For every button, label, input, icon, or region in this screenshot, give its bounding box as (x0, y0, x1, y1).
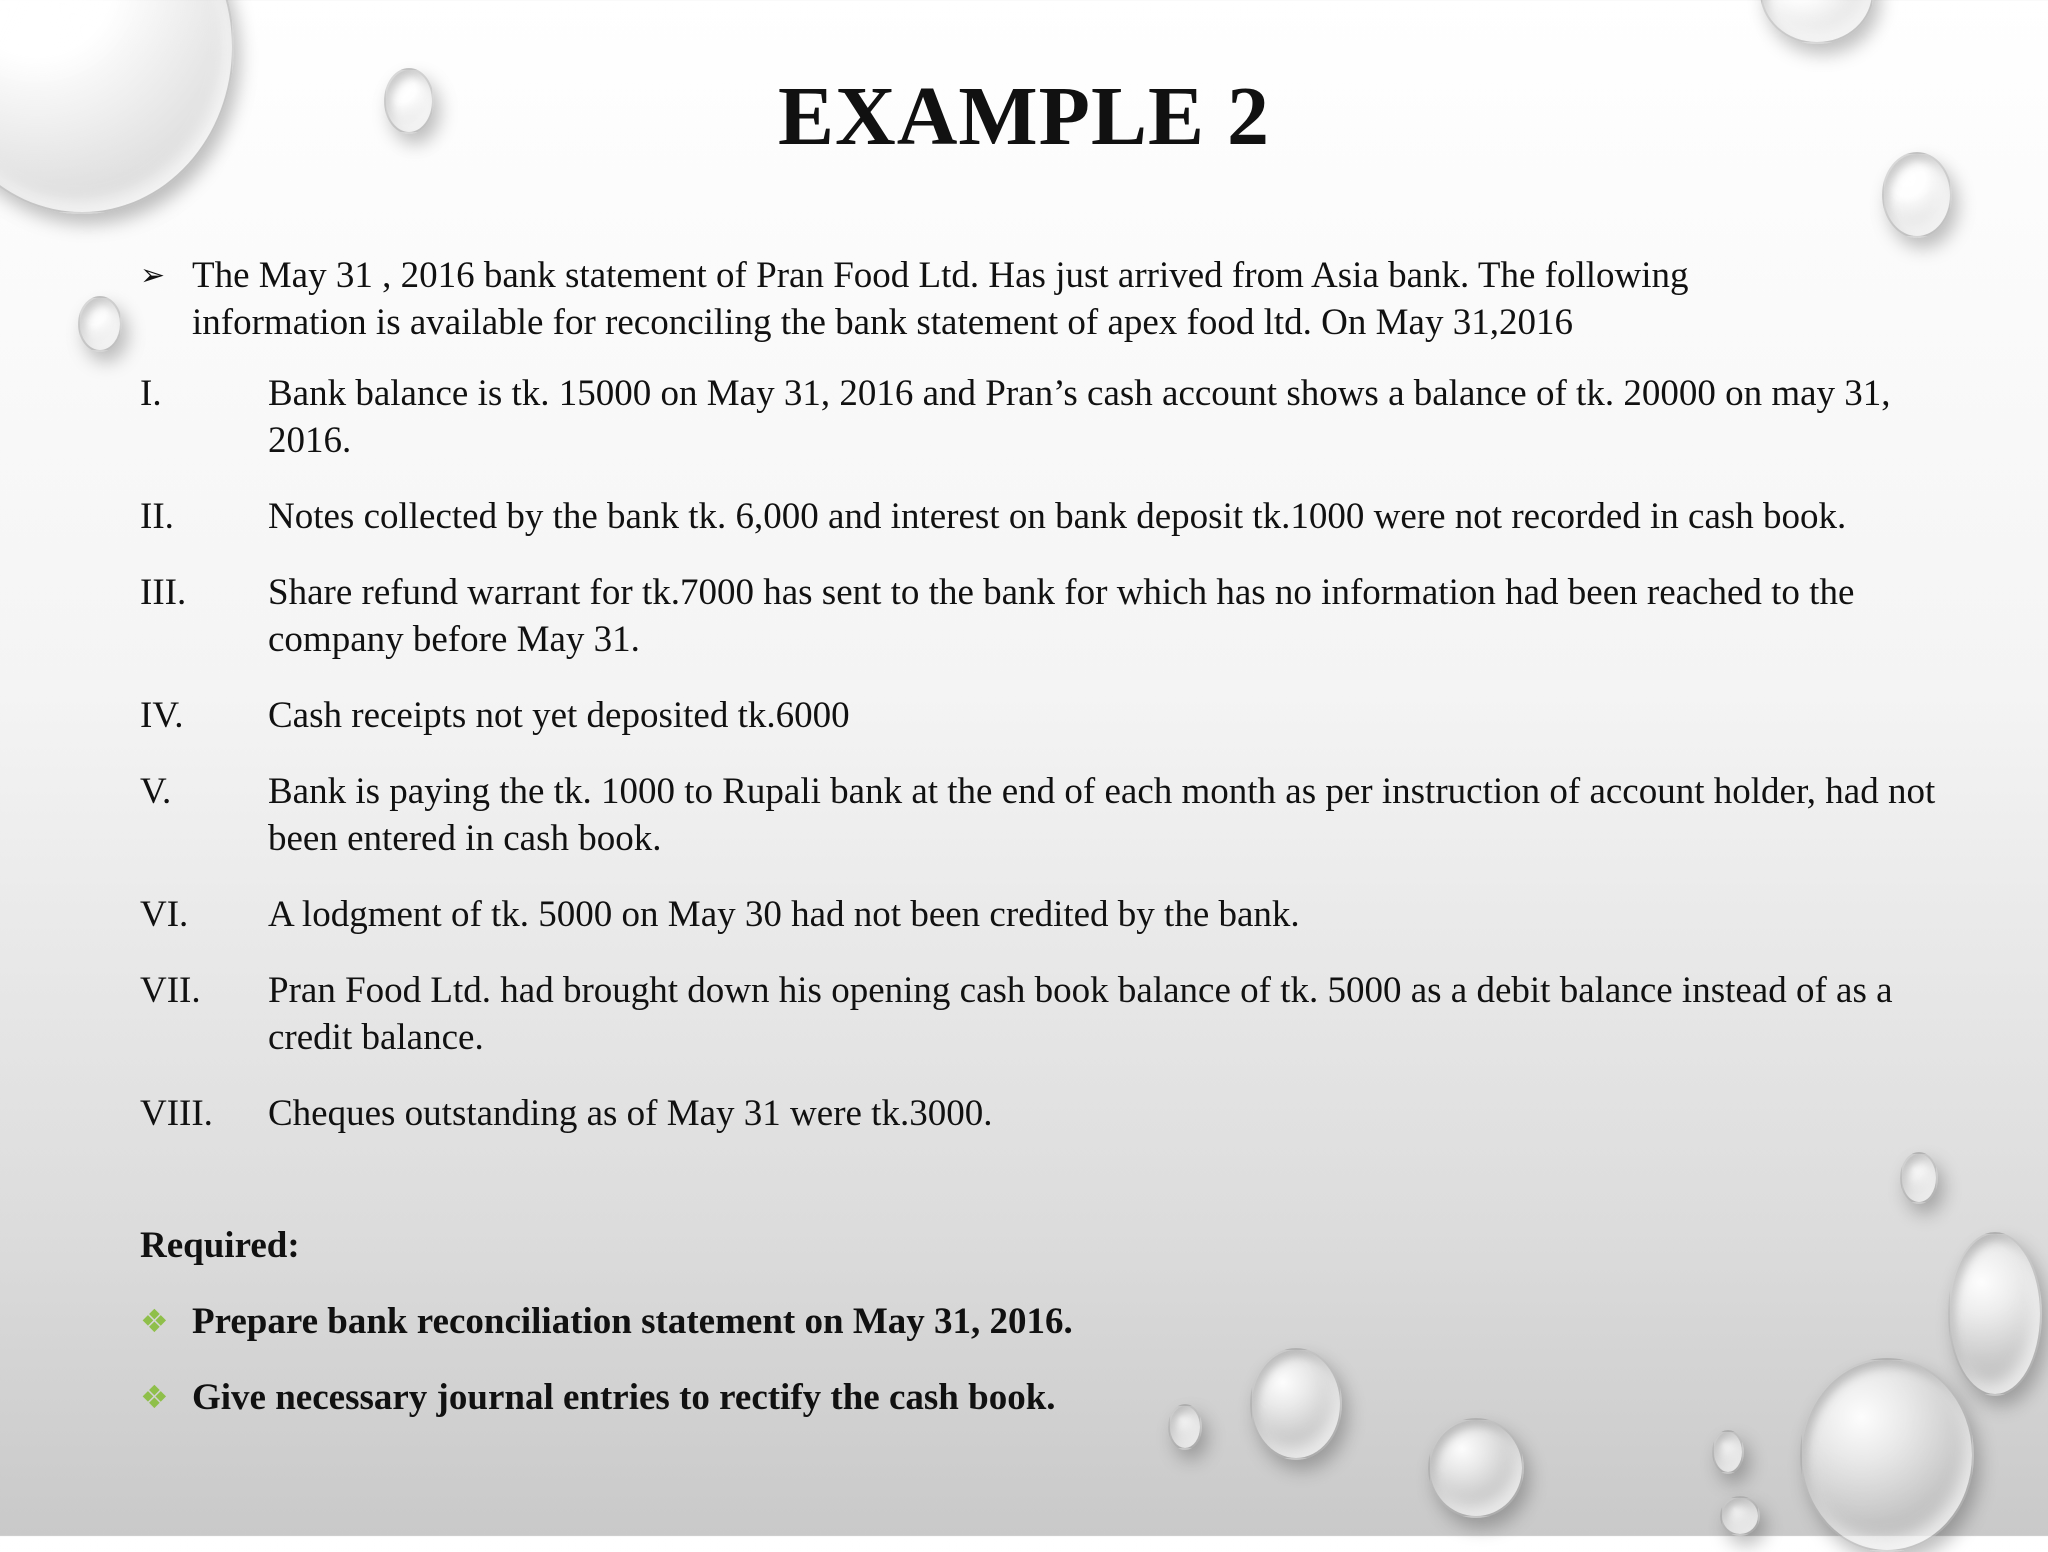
diamond-bullet-icon: ❖ (140, 1378, 169, 1416)
water-drop-decoration (1760, 0, 1874, 44)
diamond-bullet-icon: ❖ (140, 1302, 169, 1340)
list-item-number: III. (140, 572, 187, 613)
water-drop-decoration (1428, 1418, 1524, 1518)
intro-text: The May 31 , 2016 bank statement of Pran Food Ltd. Has just arrived from Asia bank. The following information is available for reconciling the bank statement of apex food ltd. On May 31,2016 (192, 255, 1689, 343)
water-drop-decoration (1948, 1232, 2042, 1396)
task-item (140, 1298, 1073, 1345)
list-item-text: A lodgment of tk. 5000 on May 30 had not been credited by the bank. (268, 894, 1300, 935)
list-item-number: VII. (140, 970, 201, 1011)
list-item-text: Notes collected by the bank tk. 6,000 and interest on bank deposit tk.1000 were not recorded in cash book. (268, 496, 1847, 537)
water-drop-decoration (1800, 1358, 1974, 1552)
list-item (140, 1090, 1950, 1137)
task-text: Prepare bank reconciliation statement on May 31, 2016. (192, 1301, 1073, 1342)
task-item (140, 1374, 1073, 1421)
list-item-text: Bank is paying the tk. 1000 to Rupali bank at the end of each month as per instruction of account holder, had not been entered in cash book. (268, 771, 1936, 859)
list-item-number: VIII. (140, 1093, 213, 1134)
required-heading: Required: (140, 1225, 300, 1266)
list-item-text: Cash receipts not yet deposited tk.6000 (268, 695, 850, 736)
list-item (140, 493, 1950, 540)
list-item-number: V. (140, 771, 172, 812)
list-item (140, 891, 1950, 938)
list-item-number: II. (140, 496, 174, 537)
list-item-number: I. (140, 373, 162, 414)
list-item (140, 967, 1950, 1061)
list-item (140, 768, 1950, 862)
intro-paragraph (140, 252, 1820, 346)
water-drop-decoration (1712, 1430, 1744, 1474)
list-item-text: Bank balance is tk. 15000 on May 31, 2016 and Pran’s cash account shows a balance of tk. 20000 on may 31, 2016. (268, 373, 1891, 461)
arrow-bullet-icon: ➢ (140, 258, 166, 293)
list-item (140, 569, 1950, 663)
list-item (140, 692, 1950, 739)
required-tasks (140, 1298, 1073, 1450)
information-list (140, 370, 1950, 1166)
list-item-number: VI. (140, 894, 189, 935)
task-text: Give necessary journal entries to rectify the cash book. (192, 1377, 1056, 1418)
water-drop-decoration (1168, 1404, 1202, 1450)
list-item-text: Share refund warrant for tk.7000 has sent to the bank for which has no information had been reached to the company before May 31. (268, 572, 1855, 660)
list-item-text: Cheques outstanding as of May 31 were tk.3000. (268, 1093, 993, 1134)
slide-title: EXAMPLE 2 (778, 70, 1270, 163)
water-drop-decoration (1720, 1496, 1760, 1536)
list-item-text: Pran Food Ltd. had brought down his opening cash book balance of tk. 5000 as a debit balance instead of as a credit balance. (268, 970, 1893, 1058)
list-item-number: IV. (140, 695, 184, 736)
water-drop-decoration (1250, 1348, 1342, 1460)
list-item (140, 370, 1950, 464)
water-drop-decoration (78, 296, 122, 352)
